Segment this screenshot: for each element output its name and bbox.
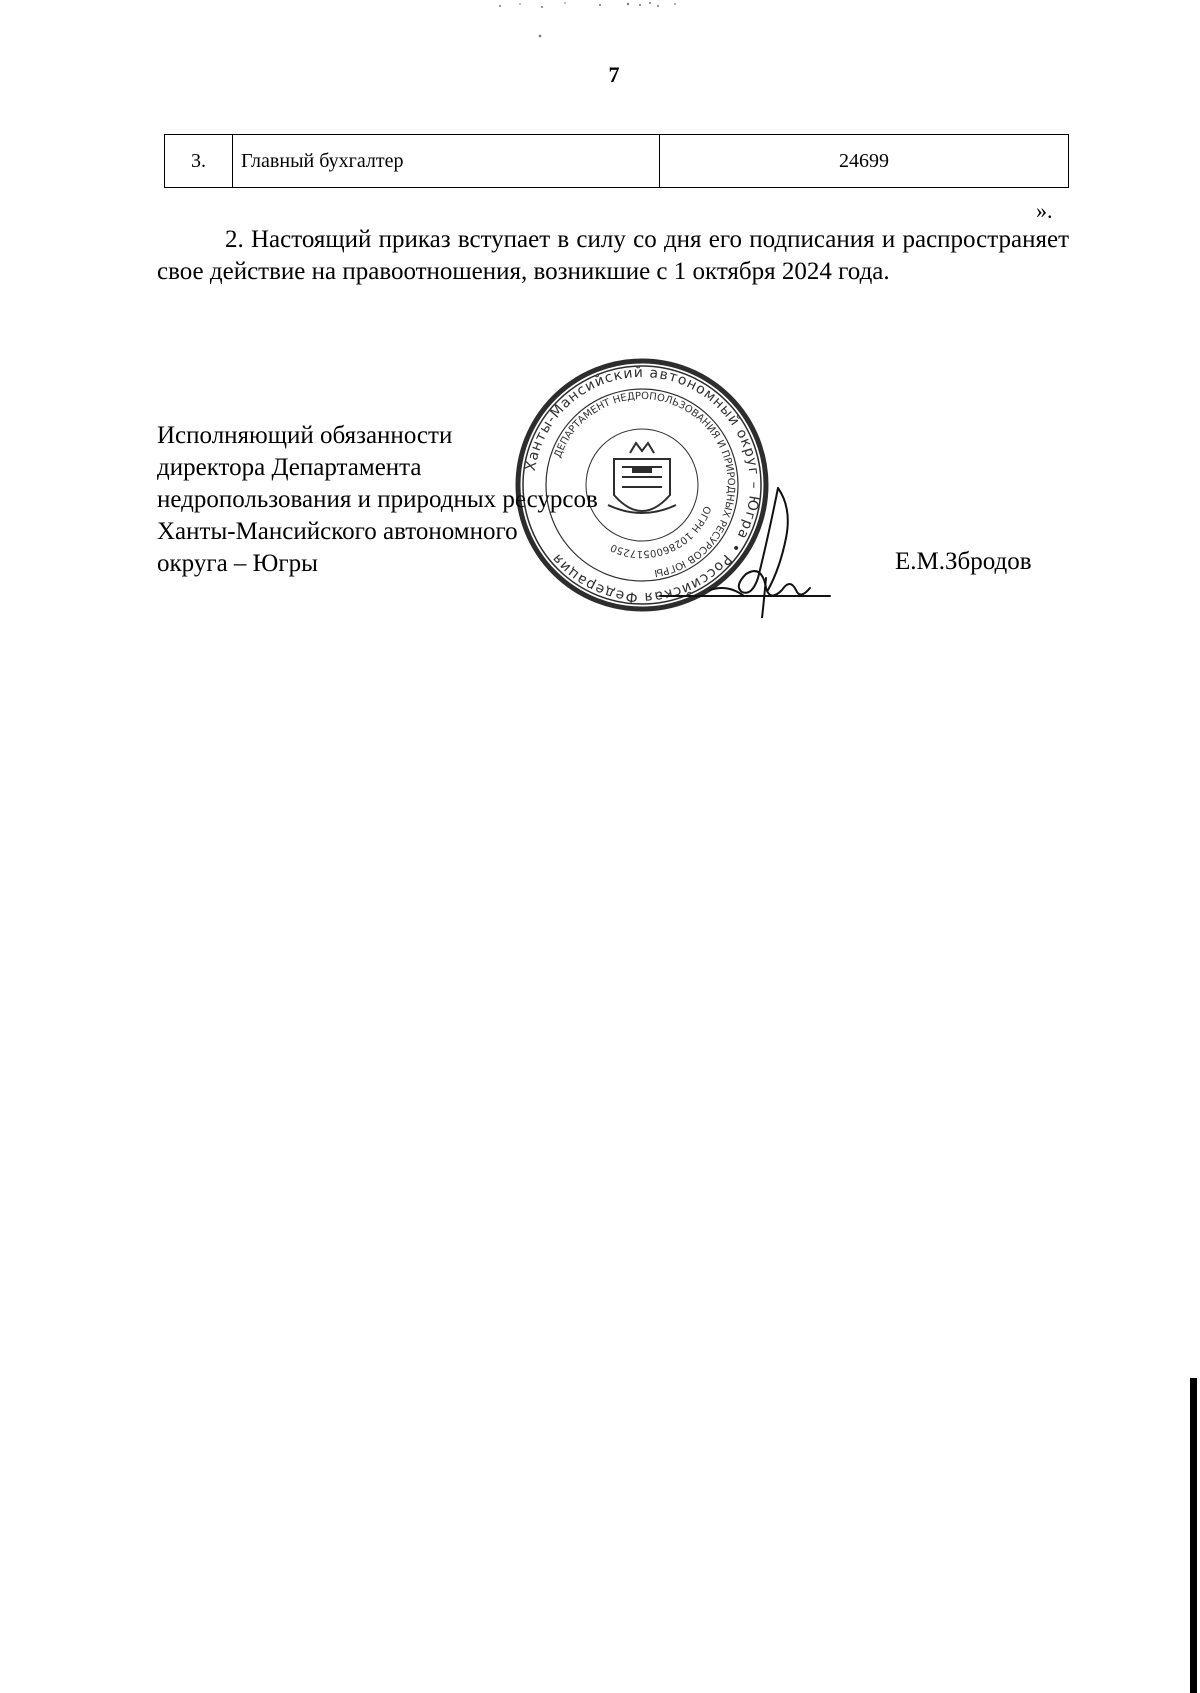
position-title: Главный бухгалтер [233, 135, 660, 188]
salary-table [164, 134, 1069, 188]
seal-outer-text: Ханты-Мансийский автономный округ – Югра • Российская Федерация [522, 364, 763, 606]
salary-value: 24699 [660, 135, 1069, 188]
seal-middle-text: ДЕПАРТАМЕНТ НЕДРОПОЛЬЗОВАНИЯ И ПРИРОДНЫХ РЕСУРСОВ ЮГРЫ [552, 390, 737, 579]
signature-icon [650, 478, 850, 618]
paragraph-text: 2. Настоящий приказ вступает в силу со дня его подписания и распространяет свое действие на правоотношения, возникшие с 1 октября 2024 года. [157, 226, 1069, 285]
signer-name: Е.М.Збродов [895, 548, 1032, 575]
page-number: 7 [608, 62, 620, 87]
signatory-line: недропользования и природных ресурсов [157, 486, 598, 513]
signatory-line: Ханты-Мансийского автономного [157, 518, 518, 545]
closing-quote: ». [1036, 198, 1053, 223]
scan-noise [480, 0, 720, 45]
signatory-line: Исполняющий обязанности [157, 422, 453, 449]
scan-edge-artifact [1190, 1378, 1197, 1693]
row-number: 3. [165, 135, 233, 188]
seal-ogrn: ОГРН 1028600517250 [609, 504, 713, 560]
table-row [165, 135, 1069, 188]
order-paragraph [157, 224, 1069, 288]
signatory-line: округа – Югры [157, 550, 318, 577]
signatory-line: директора Департамента [157, 454, 422, 481]
